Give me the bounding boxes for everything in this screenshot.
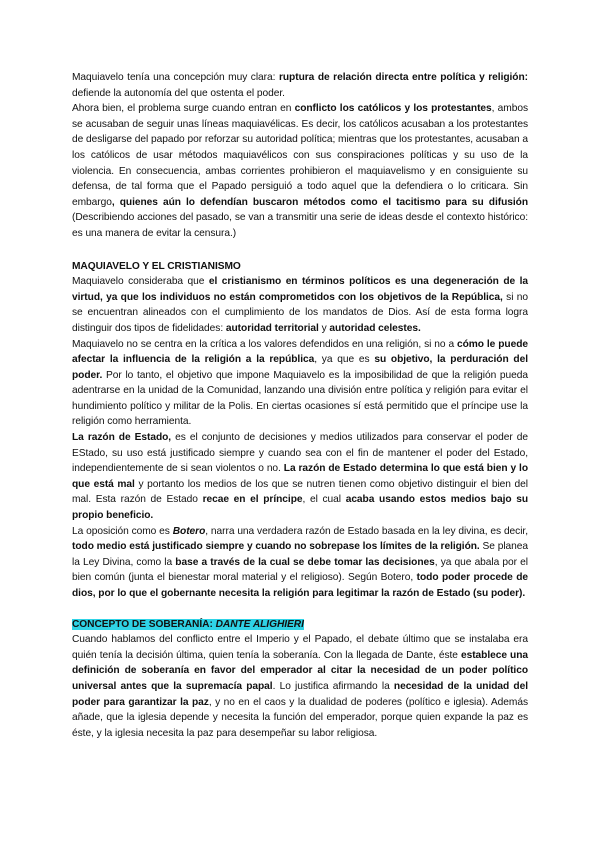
paragraph-conflict: Ahora bien, el problema surge cuando entran en conflicto los católicos y los protestantes, ambos se acusaban de seguir unas líneas maquiavélicas. Es decir, los católicos acusaban a los protestantes de desligarse del papado por reforzar su autoridad política; mientras que los protestantes, acusaban a los católicos de usar métodos maquiavélicos con sus conspiraciones políticas y su uso de la violencia. En consecuencia, ambas corrientes prohibieron el maquiavelismo y en consiguiente su defensa, de tal forma que el Papado persiguió a todo aquel que la defendiera o lo criticara. Sin embargo, quienes aún lo defendían buscaron métodos como el tacitismo para su difusión (Describiendo acciones del pasado, se van a transmitir una serie de ideas desde el contexto histórico: es una manera de evitar la censura.) <box>72 103 528 239</box>
paragraph-botero: La oposición como es Botero, narra una verdadera razón de Estado basada en la ley divina, es decir, todo medio está justificado siempre y cuando no sobrepase los límites de la religión. Se planea la Ley Divina, como la base a través de la cual se debe tomar las decisiones, ya que abala por el bien común (junta el bienestar moral material y el religioso). Según Botero, todo poder procede de dios, por lo que el gobernante necesita la religión para legitimar la razón de Estado (su poder). <box>72 525 528 599</box>
section-heading-cristianismo: MAQUIAVELO Y EL CRISTIANISMO <box>72 260 241 272</box>
paragraph-autonomy: Maquiavelo tenía una concepción muy clara: ruptura de relación directa entre política y religión: defiende la autonomía del que ostenta el poder. <box>72 72 528 99</box>
paragraph-cristianismo: Maquiavelo consideraba que el cristianismo en términos políticos es una degeneración de la virtud, ya que los individuos no están comprometidos con los objetivos de la República, si no se encuentran alineados con el cumplimiento de los mandatos de Dios. Así de esta forma logra distinguir dos tipos de fidelidades: autoridad territorial y autoridad celestes. <box>72 276 529 334</box>
highlighted-heading: CONCEPTO DE SOBERANÍA: DANTE ALIGHIERI <box>72 618 304 630</box>
section-heading-soberania <box>72 617 528 633</box>
spacer <box>72 242 528 256</box>
document-body <box>72 70 528 741</box>
paragraph-razon-estado: La razón de Estado, es el conjunto de decisiones y medios utilizados para conservar el poder de EStado, su uso está justificado siempre y cuando sea con el fin de mantener el poder del Estado, independientemente de si sean violentos o no. La razón de Estado determina lo que está bien y lo que está mal y portanto los medios de los que se nutren tienen como objetivo distinguir el bien del mal. Esta razón de Estado recae en el príncipe, el cual acaba usando estos medios bajo su propio beneficio. <box>72 432 529 522</box>
paragraph-religion-republica: Maquiavelo no se centra en la crítica a los valores defendidos en una religión, si no a cómo le puede afectar la influencia de la religión a la república, ya que es su objetivo, la perduración del poder. Por lo tanto, el objetivo que impone Maquiavelo es la imposibilidad de que la religión pueda adentrarse en la unidad de la Comunidad, lanzando una división entre política y religión para evitar el hundimiento político y militar de la Polis. En ciertas ocasiones sí está permitido que el príncipe use la religión como herramienta. <box>72 338 528 428</box>
spacer <box>72 602 528 614</box>
paragraph-dante: Cuando hablamos del conflicto entre el Imperio y el Papado, el debate último que se instalaba era quién tenía la decisión última, quien tenía la soberanía. Con la llegada de Dante, éste establece una definición de soberanía en favor del emperador al citar la necesidad de un poder político universal antes que la supremacía papal. Lo justifica afirmando la necesidad de la unidad del poder para garantizar la paz, y no en el caos y la dualidad de poderes (político e iglesia). Además añade, que la iglesia depende y necesita la función del emperador, porque quien expande la paz es éste, y la iglesia necesita la paz para desempeñar su labor religiosa. <box>72 634 529 739</box>
